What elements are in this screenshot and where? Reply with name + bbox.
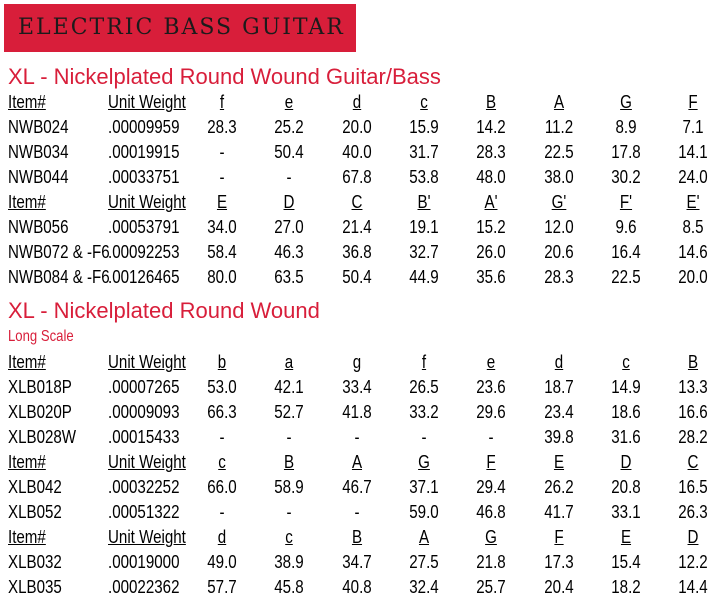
tension-value: 17.3 (544, 552, 574, 572)
tension-value: 12.0 (544, 217, 574, 237)
header-note: E (216, 192, 228, 212)
header-note: d (352, 92, 362, 112)
tension-value: 30.2 (611, 167, 641, 187)
section-title: XL - Nickelplated Round Wound (8, 298, 320, 323)
unit-weight: .00092253 (108, 242, 180, 262)
table-row (0, 400, 716, 425)
tension-value: 80.0 (207, 267, 237, 287)
tension-value: 26.0 (476, 242, 506, 262)
tension-value: 14.9 (611, 377, 641, 397)
tension-value: 22.5 (544, 142, 574, 162)
table-row (0, 265, 716, 290)
header-note: G (485, 527, 497, 547)
tension-value: 42.1 (274, 377, 304, 397)
table-row (0, 115, 716, 140)
header-note: f (421, 352, 427, 372)
header-note: e (486, 352, 496, 372)
header-note: a (284, 352, 294, 372)
header-note: C (687, 452, 699, 472)
tension-value: 28.3 (207, 117, 237, 137)
tension-value: 9.6 (615, 217, 637, 237)
tension-value: 53.0 (207, 377, 237, 397)
unit-weight: .00126465 (108, 267, 180, 287)
header-note: c (218, 452, 226, 472)
tension-value: 11.2 (544, 117, 574, 137)
unit-weight: .00015433 (108, 427, 180, 447)
tension-value: 34.0 (207, 217, 237, 237)
tension-value: 33.1 (611, 502, 641, 522)
item-number: XLB052 (8, 502, 62, 522)
tension-value: 17.8 (611, 142, 641, 162)
tension-value: 39.8 (544, 427, 574, 447)
tension-value: 21.8 (476, 552, 506, 572)
tension-value: 41.8 (342, 402, 372, 422)
tension-value: 26.3 (678, 502, 708, 522)
tension-value: 44.9 (409, 267, 439, 287)
header-note: D (687, 527, 699, 547)
tension-value: 27.0 (274, 217, 304, 237)
tension-value: 50.4 (274, 142, 304, 162)
tension-value: 14.6 (678, 242, 708, 262)
tension-value: 48.0 (476, 167, 506, 187)
tension-value: 37.1 (409, 477, 439, 497)
unit-weight: .00007265 (108, 377, 180, 397)
item-number: XLB035 (8, 577, 62, 597)
tension-value: 63.5 (274, 267, 304, 287)
item-number: NWB024 (8, 117, 69, 137)
unit-weight: .00022362 (108, 577, 180, 597)
tension-value: 8.9 (615, 117, 637, 137)
tension-value: 14.4 (678, 577, 708, 597)
item-number: NWB044 (8, 167, 69, 187)
section-title: XL - Nickelplated Round Wound Guitar/Bass (8, 64, 441, 89)
table-row (0, 215, 716, 240)
item-number: NWB056 (8, 217, 69, 237)
header-unit-weight: Unit Weight (108, 192, 186, 212)
header-note: c (285, 527, 293, 547)
unit-weight: .00019915 (108, 142, 180, 162)
unit-weight: .00019000 (108, 552, 180, 572)
header-unit-weight: Unit Weight (108, 352, 186, 372)
tension-value: 32.7 (409, 242, 439, 262)
header-note: D (620, 452, 632, 472)
tension-value: 40.8 (342, 577, 372, 597)
header-note: G' (551, 192, 567, 212)
table-row (0, 240, 716, 265)
item-number: NWB072 & -F6 (8, 242, 110, 262)
tension-value: 12.2 (678, 552, 708, 572)
tension-value: 66.3 (207, 402, 237, 422)
item-number: XLB028W (8, 427, 77, 447)
tension-value: 16.6 (678, 402, 708, 422)
unit-weight: .00032252 (108, 477, 180, 497)
tension-value: 33.2 (409, 402, 439, 422)
header-note: F (688, 92, 698, 112)
tension-value: 19.1 (409, 217, 439, 237)
header-note: e (284, 92, 294, 112)
table-row (0, 475, 716, 500)
tension-value: 20.4 (544, 577, 574, 597)
header-note: B (687, 352, 699, 372)
tension-value: 45.8 (274, 577, 304, 597)
tension-value: 14.1 (678, 142, 708, 162)
header-note: F (486, 452, 496, 472)
table-row (0, 425, 716, 450)
table-row (0, 375, 716, 400)
tension-value: 38.9 (274, 552, 304, 572)
table-row (0, 140, 716, 165)
tension-value: - (286, 502, 292, 522)
table-row (0, 165, 716, 190)
tension-value: 57.7 (207, 577, 237, 597)
header-note: c (622, 352, 630, 372)
tension-value: - (286, 427, 292, 447)
tension-value: - (219, 502, 225, 522)
item-number: NWB084 & -F6 (8, 267, 110, 287)
tension-value: 46.3 (274, 242, 304, 262)
tension-value: 20.0 (342, 117, 372, 137)
header-note: E (620, 527, 632, 547)
tension-value: 22.5 (611, 267, 641, 287)
tension-value: 49.0 (207, 552, 237, 572)
tension-value: 15.9 (409, 117, 439, 137)
tension-value: 20.0 (678, 267, 708, 287)
unit-weight: .00009959 (108, 117, 180, 137)
table-header-row (0, 350, 716, 375)
banner-title: ELECTRIC BASS GUITAR (4, 4, 356, 52)
tension-value: 28.2 (678, 427, 708, 447)
tension-value: 24.0 (678, 167, 708, 187)
tension-value: 53.8 (409, 167, 439, 187)
tension-value: 18.7 (544, 377, 574, 397)
tension-value: 31.7 (409, 142, 439, 162)
unit-weight: .00051322 (108, 502, 180, 522)
tension-value: 36.8 (342, 242, 372, 262)
header-note: G (620, 92, 632, 112)
tension-value: 34.7 (342, 552, 372, 572)
tension-value: 20.6 (544, 242, 574, 262)
tension-value: 33.4 (342, 377, 372, 397)
tension-value: 29.4 (476, 477, 506, 497)
header-note: g (352, 352, 362, 372)
tension-value: 21.4 (342, 217, 372, 237)
tension-value: 15.4 (611, 552, 641, 572)
header-note: C (351, 192, 363, 212)
unit-weight: .00033751 (108, 167, 180, 187)
header-note: A (351, 452, 363, 472)
header-item: Item# (8, 527, 46, 547)
header-note: F (554, 527, 564, 547)
tension-value: 25.7 (476, 577, 506, 597)
header-item: Item# (8, 92, 46, 112)
header-note: B (351, 527, 363, 547)
tension-value: 35.6 (476, 267, 506, 287)
header-item: Item# (8, 452, 46, 472)
tension-value: - (421, 427, 427, 447)
unit-weight: .00009093 (108, 402, 180, 422)
tension-value: 7.1 (682, 117, 704, 137)
tension-value: 26.5 (409, 377, 439, 397)
tension-value: 13.3 (678, 377, 708, 397)
tension-value: - (286, 167, 292, 187)
tension-value: 27.5 (409, 552, 439, 572)
tension-value: 28.3 (544, 267, 574, 287)
header-note: d (217, 527, 227, 547)
tension-value: 31.6 (611, 427, 641, 447)
tension-value: 40.0 (342, 142, 372, 162)
section-subtitle: Long Scale (8, 328, 74, 345)
tension-value: 67.8 (342, 167, 372, 187)
tension-value: 14.2 (476, 117, 506, 137)
header-note: F' (619, 192, 633, 212)
header-unit-weight: Unit Weight (108, 452, 186, 472)
tension-value: 23.6 (476, 377, 506, 397)
header-note: B (485, 92, 497, 112)
tension-value: 25.2 (274, 117, 304, 137)
tension-value: 46.7 (342, 477, 372, 497)
table-header-row (0, 525, 716, 550)
tension-value: 46.8 (476, 502, 506, 522)
table-row (0, 550, 716, 575)
table-row (0, 575, 716, 600)
tension-value: 58.9 (274, 477, 304, 497)
header-note: d (554, 352, 564, 372)
table-header-row (0, 450, 716, 475)
header-note: E' (686, 192, 700, 212)
table-header-row (0, 190, 716, 215)
header-note: b (217, 352, 227, 372)
header-unit-weight: Unit Weight (108, 92, 186, 112)
tension-value: - (354, 502, 360, 522)
header-note: A (418, 527, 430, 547)
tension-value: 32.4 (409, 577, 439, 597)
tension-value: - (219, 427, 225, 447)
unit-weight: .00053791 (108, 217, 180, 237)
item-number: XLB020P (8, 402, 72, 422)
tension-value: 58.4 (207, 242, 237, 262)
tension-value: 66.0 (207, 477, 237, 497)
tension-value: 38.0 (544, 167, 574, 187)
tension-value: 18.6 (611, 402, 641, 422)
tension-value: 15.2 (476, 217, 506, 237)
tension-value: 20.8 (611, 477, 641, 497)
tension-value: 29.6 (476, 402, 506, 422)
header-note: E (553, 452, 565, 472)
table-row (0, 500, 716, 525)
header-item: Item# (8, 192, 46, 212)
tension-value: - (219, 142, 225, 162)
item-number: XLB042 (8, 477, 62, 497)
header-note: G (418, 452, 430, 472)
tension-value: 50.4 (342, 267, 372, 287)
header-note: A' (484, 192, 498, 212)
header-item: Item# (8, 352, 46, 372)
tension-value: 23.4 (544, 402, 574, 422)
item-number: NWB034 (8, 142, 69, 162)
tension-value: 18.2 (611, 577, 641, 597)
header-unit-weight: Unit Weight (108, 527, 186, 547)
header-note: A (553, 92, 565, 112)
tension-value: - (354, 427, 360, 447)
tension-value: 59.0 (409, 502, 439, 522)
tension-value: 41.7 (544, 502, 574, 522)
tension-value: - (219, 167, 225, 187)
tension-value: 52.7 (274, 402, 304, 422)
header-note: f (219, 92, 225, 112)
tension-value: 16.5 (678, 477, 708, 497)
tension-value: 28.3 (476, 142, 506, 162)
item-number: XLB032 (8, 552, 62, 572)
item-number: XLB018P (8, 377, 72, 397)
table-header-row (0, 90, 716, 115)
tension-value: - (488, 427, 494, 447)
tension-value: 8.5 (682, 217, 704, 237)
tension-value: 26.2 (544, 477, 574, 497)
header-note: D (283, 192, 295, 212)
tension-value: 16.4 (611, 242, 641, 262)
header-note: B' (417, 192, 431, 212)
header-note: c (420, 92, 428, 112)
header-note: B (283, 452, 295, 472)
